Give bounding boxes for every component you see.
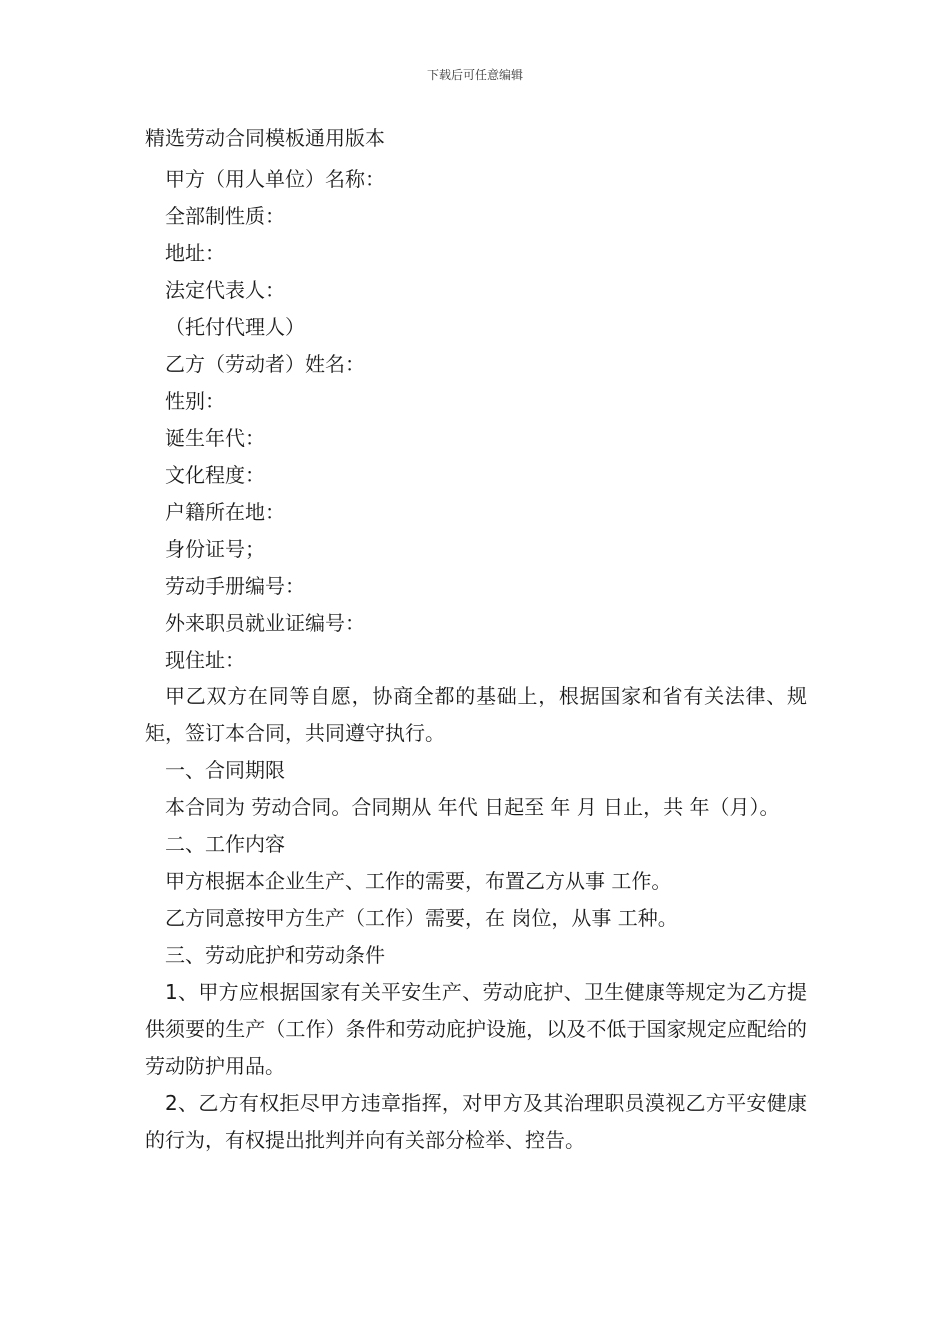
- field-birth-date: 诞生年代：: [165, 426, 265, 450]
- term-paragraph: 本合同为 劳动合同。合同期从 年代 日起至 年 月 日止，共 年（月）。: [165, 795, 780, 819]
- field-current-address: 现住址：: [165, 648, 245, 672]
- work-paragraph-1: 甲方根据本企业生产、工作的需要，布置乙方从事 工作。: [165, 869, 672, 893]
- party-info-fields: [165, 161, 385, 679]
- field-employer-name: 甲方（用人单位）名称：: [165, 167, 385, 191]
- field-education: 文化程度：: [165, 463, 265, 487]
- field-household-registration: 户籍所在地：: [165, 500, 285, 524]
- header-note: 下载后可任意编辑: [426, 68, 523, 82]
- field-id-number: 身份证号；: [165, 537, 265, 561]
- field-gender: 性别：: [165, 389, 225, 413]
- intro-paragraph: 甲乙双方在同等自愿，协商全都的基础上，根据国家和省有关法律、规矩，签订本合同，共同遵守执行。: [145, 684, 807, 745]
- field-ownership-type: 全部制性质：: [165, 204, 285, 228]
- contract-body: [145, 678, 807, 1159]
- protection-clause-2: 2、乙方有权拒尽甲方违章指挥，对甲方及其治理职员漠视乙方平安健康的行为，有权提出批判并向有关部分检举、控告。: [145, 1091, 807, 1152]
- field-legal-representative: 法定代表人：: [165, 278, 285, 302]
- section-heading-protection: 三、劳动庇护和劳动条件: [165, 943, 385, 967]
- protection-clause-1: 1、甲方应根据国家有关平安生产、劳动庇护、卫生健康等规定为乙方提供须要的生产（工作）条件和劳动庇护设施，以及不低于国家规定应配给的劳动防护用品。: [145, 980, 807, 1078]
- field-employee-name: 乙方（劳动者）姓名：: [165, 352, 365, 376]
- work-paragraph-2: 乙方同意按甲方生产（工作）需要，在 岗位，从事 工种。: [165, 906, 678, 930]
- field-labor-handbook-number: 劳动手册编号：: [165, 574, 305, 598]
- field-employment-permit-number: 外来职员就业证编号：: [165, 611, 365, 635]
- field-authorized-agent: （托付代理人）: [165, 315, 305, 339]
- field-address: 地址：: [165, 241, 225, 265]
- section-heading-term: 一、合同期限: [165, 758, 285, 782]
- section-heading-work: 二、工作内容: [165, 832, 285, 856]
- document-title: 精选劳动合同模板通用版本: [145, 126, 385, 150]
